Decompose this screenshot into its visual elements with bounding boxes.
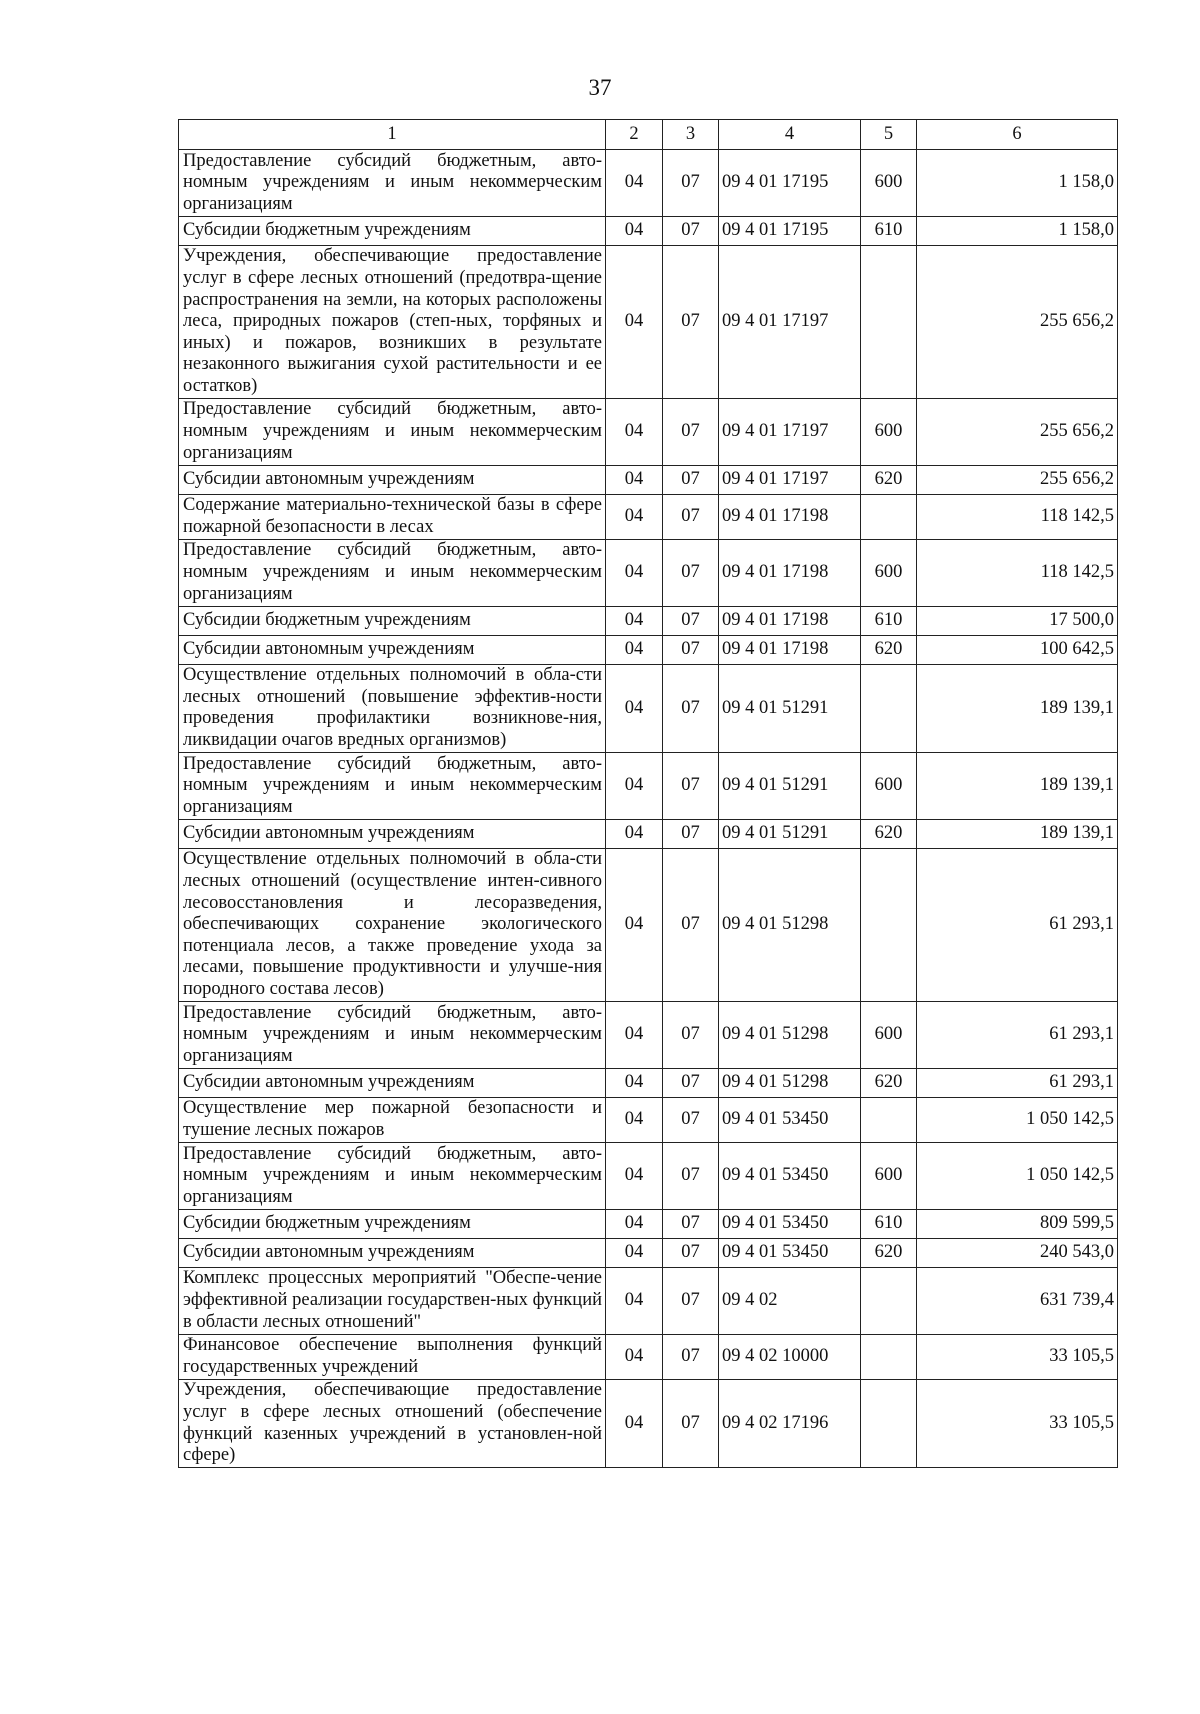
expense-type-cell: 600 bbox=[861, 398, 917, 465]
target-article-cell: 09 4 01 17198 bbox=[719, 606, 861, 635]
table-row bbox=[179, 848, 1118, 1001]
table-row bbox=[179, 465, 1118, 494]
subsection-code-cell: 07 bbox=[663, 465, 719, 494]
table-row bbox=[179, 494, 1118, 539]
row-name-cell: Предоставление субсидий бюджетным, авто-номным учреждениям и иным некоммерческим организациям bbox=[179, 398, 606, 465]
expense-type-cell: 610 bbox=[861, 216, 917, 245]
subsection-code-cell: 07 bbox=[663, 1379, 719, 1467]
subsection-code-cell: 07 bbox=[663, 848, 719, 1001]
amount-cell: 33 105,5 bbox=[917, 1379, 1118, 1467]
row-name-cell: Субсидии автономным учреждениям bbox=[179, 819, 606, 848]
target-article-cell: 09 4 01 51291 bbox=[719, 819, 861, 848]
table-row bbox=[179, 1209, 1118, 1238]
amount-cell: 255 656,2 bbox=[917, 398, 1118, 465]
target-article-cell: 09 4 02 bbox=[719, 1267, 861, 1334]
expense-type-cell bbox=[861, 245, 917, 398]
expense-type-cell: 610 bbox=[861, 1209, 917, 1238]
amount-cell: 1 050 142,5 bbox=[917, 1143, 1118, 1210]
subsection-code-cell: 07 bbox=[663, 494, 719, 539]
subsection-code-cell: 07 bbox=[663, 150, 719, 217]
subsection-code-cell: 07 bbox=[663, 245, 719, 398]
row-name-cell: Учреждения, обеспечивающие предоставление услуг в сфере лесных отношений (обеспечение функций казенных учреждений в установлен-ной сфере) bbox=[179, 1379, 606, 1467]
section-code-cell: 04 bbox=[606, 216, 663, 245]
table-row bbox=[179, 539, 1118, 606]
section-code-cell: 04 bbox=[606, 1267, 663, 1334]
expense-type-cell bbox=[861, 848, 917, 1001]
subsection-code-cell: 07 bbox=[663, 539, 719, 606]
row-name-cell: Предоставление субсидий бюджетным, авто-номным учреждениям и иным некоммерческим организациям bbox=[179, 1002, 606, 1069]
table-row bbox=[179, 1334, 1118, 1379]
amount-cell: 189 139,1 bbox=[917, 753, 1118, 820]
amount-cell: 255 656,2 bbox=[917, 245, 1118, 398]
section-code-cell: 04 bbox=[606, 1209, 663, 1238]
table-header bbox=[179, 120, 1118, 150]
row-name-cell: Субсидии бюджетным учреждениям bbox=[179, 606, 606, 635]
table-row bbox=[179, 1143, 1118, 1210]
section-code-cell: 04 bbox=[606, 848, 663, 1001]
row-name-cell: Финансовое обеспечение выполнения функций государственных учреждений bbox=[179, 1334, 606, 1379]
amount-cell: 631 739,4 bbox=[917, 1267, 1118, 1334]
subsection-code-cell: 07 bbox=[663, 1209, 719, 1238]
table-row bbox=[179, 635, 1118, 664]
target-article-cell: 09 4 02 17196 bbox=[719, 1379, 861, 1467]
expense-type-cell bbox=[861, 1267, 917, 1334]
expense-type-cell: 600 bbox=[861, 1143, 917, 1210]
table-row bbox=[179, 150, 1118, 217]
amount-cell: 118 142,5 bbox=[917, 539, 1118, 606]
subsection-code-cell: 07 bbox=[663, 1097, 719, 1142]
expense-type-cell bbox=[861, 494, 917, 539]
budget-table bbox=[178, 119, 1118, 1468]
target-article-cell: 09 4 01 51298 bbox=[719, 1002, 861, 1069]
section-code-cell: 04 bbox=[606, 819, 663, 848]
row-name-cell: Субсидии автономным учреждениям bbox=[179, 635, 606, 664]
expense-type-cell: 620 bbox=[861, 465, 917, 494]
target-article-cell: 09 4 01 51298 bbox=[719, 848, 861, 1001]
target-article-cell: 09 4 01 17197 bbox=[719, 245, 861, 398]
subsection-code-cell: 07 bbox=[663, 1002, 719, 1069]
table-row bbox=[179, 1379, 1118, 1467]
subsection-code-cell: 07 bbox=[663, 753, 719, 820]
header-row bbox=[179, 120, 1118, 150]
target-article-cell: 09 4 01 17195 bbox=[719, 150, 861, 217]
expense-type-cell: 620 bbox=[861, 1238, 917, 1267]
table-row bbox=[179, 1097, 1118, 1142]
expense-type-cell: 620 bbox=[861, 635, 917, 664]
amount-cell: 1 158,0 bbox=[917, 150, 1118, 217]
section-code-cell: 04 bbox=[606, 1238, 663, 1267]
section-code-cell: 04 bbox=[606, 753, 663, 820]
subsection-code-cell: 07 bbox=[663, 664, 719, 752]
header-cell-amount: 6 bbox=[917, 120, 1118, 150]
section-code-cell: 04 bbox=[606, 245, 663, 398]
target-article-cell: 09 4 01 51291 bbox=[719, 664, 861, 752]
target-article-cell: 09 4 01 53450 bbox=[719, 1097, 861, 1142]
section-code-cell: 04 bbox=[606, 1097, 663, 1142]
expense-type-cell bbox=[861, 664, 917, 752]
table-row bbox=[179, 1267, 1118, 1334]
table-row bbox=[179, 819, 1118, 848]
expense-type-cell: 620 bbox=[861, 819, 917, 848]
row-name-cell: Комплекс процессных мероприятий "Обеспе-чение эффективной реализации государствен-ных функций в области лесных отношений" bbox=[179, 1267, 606, 1334]
header-cell-name: 1 bbox=[179, 120, 606, 150]
row-name-cell: Осуществление отдельных полномочий в обла-сти лесных отношений (повышение эффектив-ности проведения профилактики возникнове-ния, ликвидации очагов вредных организмов) bbox=[179, 664, 606, 752]
expense-type-cell: 600 bbox=[861, 150, 917, 217]
section-code-cell: 04 bbox=[606, 1143, 663, 1210]
amount-cell: 61 293,1 bbox=[917, 848, 1118, 1001]
target-article-cell: 09 4 01 17198 bbox=[719, 635, 861, 664]
subsection-code-cell: 07 bbox=[663, 606, 719, 635]
table-row bbox=[179, 753, 1118, 820]
row-name-cell: Субсидии автономным учреждениям bbox=[179, 1238, 606, 1267]
row-name-cell: Субсидии автономным учреждениям bbox=[179, 1068, 606, 1097]
page-number: 37 bbox=[588, 75, 612, 100]
target-article-cell: 09 4 01 17197 bbox=[719, 398, 861, 465]
expense-type-cell: 610 bbox=[861, 606, 917, 635]
section-code-cell: 04 bbox=[606, 1068, 663, 1097]
section-code-cell: 04 bbox=[606, 664, 663, 752]
table-row bbox=[179, 1002, 1118, 1069]
row-name-cell: Предоставление субсидий бюджетным, авто-номным учреждениям и иным некоммерческим организациям bbox=[179, 539, 606, 606]
row-name-cell: Содержание материально-технической базы в сфере пожарной безопасности в лесах bbox=[179, 494, 606, 539]
amount-cell: 1 158,0 bbox=[917, 216, 1118, 245]
section-code-cell: 04 bbox=[606, 1334, 663, 1379]
amount-cell: 33 105,5 bbox=[917, 1334, 1118, 1379]
row-name-cell: Учреждения, обеспечивающие предоставление услуг в сфере лесных отношений (предотвра-щение распространения на земли, на которых расположены леса, природных пожаров (степ-ных, торфяных и иных) и пожаров, возникших в результате незаконного выжигания сухой растительности и ее остатков) bbox=[179, 245, 606, 398]
subsection-code-cell: 07 bbox=[663, 1267, 719, 1334]
target-article-cell: 09 4 01 51298 bbox=[719, 1068, 861, 1097]
subsection-code-cell: 07 bbox=[663, 1334, 719, 1379]
expense-type-cell: 600 bbox=[861, 753, 917, 820]
table-row bbox=[179, 1238, 1118, 1267]
section-code-cell: 04 bbox=[606, 398, 663, 465]
expense-type-cell bbox=[861, 1097, 917, 1142]
section-code-cell: 04 bbox=[606, 606, 663, 635]
table-row bbox=[179, 664, 1118, 752]
amount-cell: 809 599,5 bbox=[917, 1209, 1118, 1238]
row-name-cell: Предоставление субсидий бюджетным, авто-номным учреждениям и иным некоммерческим организациям bbox=[179, 150, 606, 217]
section-code-cell: 04 bbox=[606, 465, 663, 494]
amount-cell: 189 139,1 bbox=[917, 819, 1118, 848]
amount-cell: 1 050 142,5 bbox=[917, 1097, 1118, 1142]
table-body bbox=[179, 150, 1118, 1468]
expense-type-cell: 620 bbox=[861, 1068, 917, 1097]
target-article-cell: 09 4 01 17198 bbox=[719, 494, 861, 539]
table-row bbox=[179, 398, 1118, 465]
section-code-cell: 04 bbox=[606, 150, 663, 217]
subsection-code-cell: 07 bbox=[663, 1068, 719, 1097]
expense-type-cell: 600 bbox=[861, 1002, 917, 1069]
target-article-cell: 09 4 01 17198 bbox=[719, 539, 861, 606]
row-name-cell: Субсидии автономным учреждениям bbox=[179, 465, 606, 494]
header-cell-target-article: 4 bbox=[719, 120, 861, 150]
table-row bbox=[179, 216, 1118, 245]
amount-cell: 118 142,5 bbox=[917, 494, 1118, 539]
target-article-cell: 09 4 01 53450 bbox=[719, 1209, 861, 1238]
target-article-cell: 09 4 01 17195 bbox=[719, 216, 861, 245]
table-row bbox=[179, 1068, 1118, 1097]
amount-cell: 61 293,1 bbox=[917, 1002, 1118, 1069]
subsection-code-cell: 07 bbox=[663, 398, 719, 465]
target-article-cell: 09 4 01 51291 bbox=[719, 753, 861, 820]
row-name-cell: Осуществление мер пожарной безопасности и тушение лесных пожаров bbox=[179, 1097, 606, 1142]
amount-cell: 61 293,1 bbox=[917, 1068, 1118, 1097]
amount-cell: 255 656,2 bbox=[917, 465, 1118, 494]
header-cell-section: 2 bbox=[606, 120, 663, 150]
subsection-code-cell: 07 bbox=[663, 635, 719, 664]
amount-cell: 100 642,5 bbox=[917, 635, 1118, 664]
target-article-cell: 09 4 02 10000 bbox=[719, 1334, 861, 1379]
header-cell-subsection: 3 bbox=[663, 120, 719, 150]
subsection-code-cell: 07 bbox=[663, 216, 719, 245]
expense-type-cell bbox=[861, 1334, 917, 1379]
row-name-cell: Предоставление субсидий бюджетным, авто-номным учреждениям и иным некоммерческим организациям bbox=[179, 753, 606, 820]
row-name-cell: Субсидии бюджетным учреждениям bbox=[179, 1209, 606, 1238]
expense-type-cell bbox=[861, 1379, 917, 1467]
row-name-cell: Субсидии бюджетным учреждениям bbox=[179, 216, 606, 245]
table-row bbox=[179, 245, 1118, 398]
target-article-cell: 09 4 01 17197 bbox=[719, 465, 861, 494]
section-code-cell: 04 bbox=[606, 635, 663, 664]
subsection-code-cell: 07 bbox=[663, 1238, 719, 1267]
subsection-code-cell: 07 bbox=[663, 819, 719, 848]
row-name-cell: Осуществление отдельных полномочий в обла-сти лесных отношений (осуществление интен-сивного лесовосстановления и лесоразведения, обеспечивающих сохранение экологического потенциала лесов, а также проведение ухода за лесами, повышение продуктивности и улучше-ния породного состава лесов) bbox=[179, 848, 606, 1001]
row-name-cell: Предоставление субсидий бюджетным, авто-номным учреждениям и иным некоммерческим организациям bbox=[179, 1143, 606, 1210]
section-code-cell: 04 bbox=[606, 539, 663, 606]
target-article-cell: 09 4 01 53450 bbox=[719, 1143, 861, 1210]
amount-cell: 189 139,1 bbox=[917, 664, 1118, 752]
subsection-code-cell: 07 bbox=[663, 1143, 719, 1210]
section-code-cell: 04 bbox=[606, 1379, 663, 1467]
amount-cell: 17 500,0 bbox=[917, 606, 1118, 635]
expense-type-cell: 600 bbox=[861, 539, 917, 606]
section-code-cell: 04 bbox=[606, 1002, 663, 1069]
table-row bbox=[179, 606, 1118, 635]
target-article-cell: 09 4 01 53450 bbox=[719, 1238, 861, 1267]
amount-cell: 240 543,0 bbox=[917, 1238, 1118, 1267]
header-cell-expense-type: 5 bbox=[861, 120, 917, 150]
section-code-cell: 04 bbox=[606, 494, 663, 539]
